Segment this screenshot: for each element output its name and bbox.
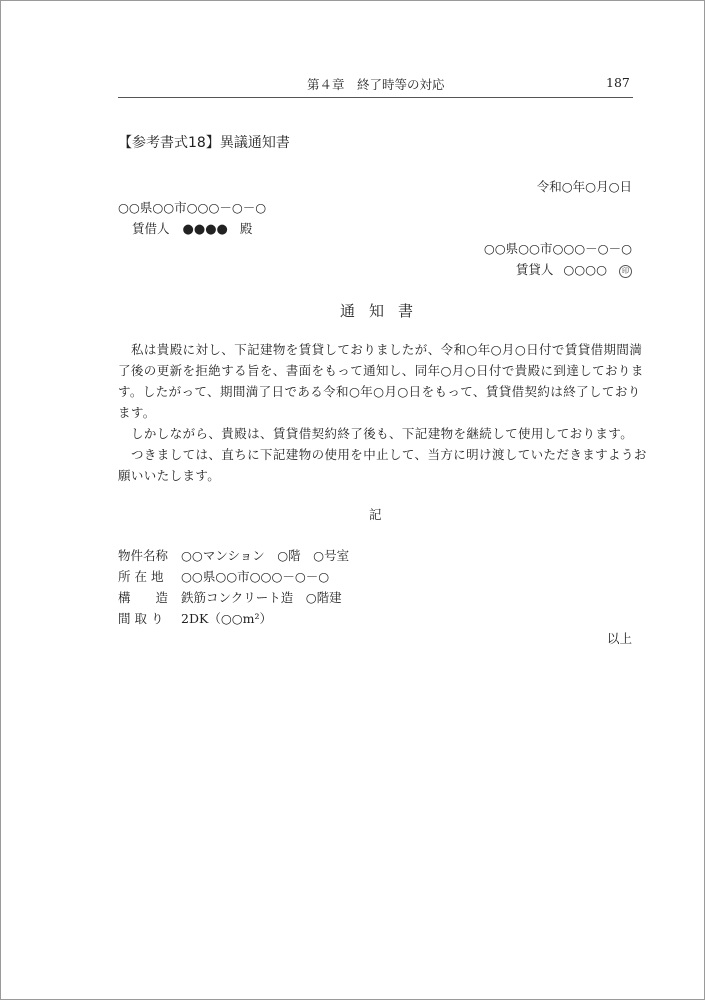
property-location-value: ○○県○○市○○○－○－○ [181,569,330,584]
body-line: 了後の更新を拒絶する旨を、書面をもって通知し、同年○月○日付で貴殿に到達しておりま [118,363,644,378]
property-location-label: 所 在 地 [118,569,164,584]
property-layout-label: 間 取 り [118,611,164,626]
property-structure-row [118,588,342,606]
seal-mark: 印 [619,265,632,278]
body-line: しかしながら、貴殿は、賃貸借契約終了後も、下記建物を継続して使用しております。 [131,426,634,441]
property-layout-value: 2DK（○○m²） [181,611,272,626]
body-line: ます。 [118,405,156,420]
page-number: 187 [606,75,630,90]
sender-line [516,260,632,278]
recipient-honorific: 殿 [239,221,253,236]
recipient-name: ●●●● [182,222,228,237]
recipient-line [132,219,252,237]
body-line: つきましては、直ちに下記建物の使用を中止して、当方に明け渡していただきますようお [131,447,647,462]
property-layout-row [118,609,272,627]
sender-role: 賃貸人 [515,262,554,277]
body-line: す。したがって、期間満了日である令和○年○月○日をもって、賃貸借契約は終了しており [118,384,641,399]
document-date: 令和○年○月○日 [536,179,632,194]
running-header-chapter: 第４章 終了時等の対応 [307,77,445,92]
form-title: 【参考書式18】異議通知書 [118,135,290,151]
body-line: 願いいたします。 [118,468,221,483]
notice-title: 通知書 [340,302,428,320]
recipient-address: ○○県○○市○○○－○－○ [118,200,267,215]
recipient-role: 賃借人 [132,221,170,236]
header-rule [118,97,633,98]
property-name-row [118,546,349,564]
closing-text: 以上 [606,631,632,646]
sender-name: ○○○○ [563,262,607,277]
property-name-value: ○○マンション ○階 ○号室 [181,548,350,563]
body-line: 私は貴殿に対し、下記建物を賃貸しておりましたが、令和○年○月○日付で賃貸借期間満 [131,342,643,357]
ki-heading: 記 [369,507,382,522]
property-location-row [118,567,329,585]
property-structure-label: 構 造 [118,590,169,605]
sender-address: ○○県○○市○○○－○－○ [483,241,632,256]
property-structure-value: 鉄筋コンクリート造 ○階建 [181,590,342,605]
property-name-label: 物件名称 [118,548,169,563]
